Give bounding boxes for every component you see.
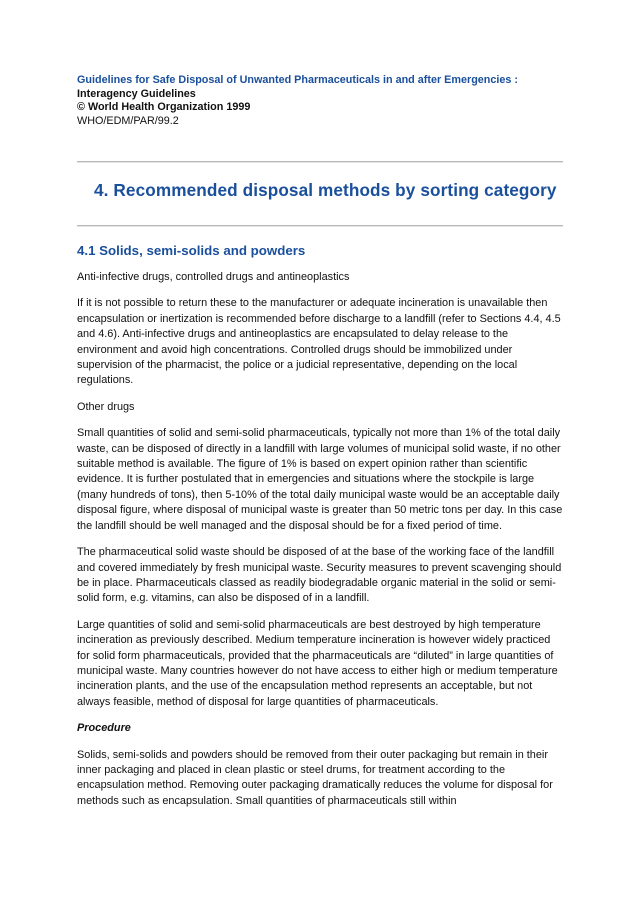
subheading-other-drugs: Other drugs	[77, 400, 135, 413]
document-code: WHO/EDM/PAR/99.2	[77, 114, 179, 127]
divider-bottom	[77, 225, 563, 227]
document-series-title: Guidelines for Safe Disposal of Unwanted Pharmaceuticals in and after Emergencies :	[77, 74, 518, 86]
paragraph: Small quantities of solid and semi-solid pharmaceuticals, typically not more than 1% of the total daily waste, can be disposed of directly in a landfill with large volumes of municipal solid waste, if no other suitable method is available. The figure of 1% is based on expert opinion rather than scientific evidence. It is further postulated that in emergencies and situations where the stockpile is large (many hundreds of tons), then 5-10% of the total daily municipal waste would be an acceptable daily disposal figure, where disposal of municipal waste is greater than 50 metric tons per day. In this case the landfill should be well managed and the disposal should be for a fixed period of time.	[77, 427, 563, 532]
paragraph: Large quantities of solid and semi-solid pharmaceuticals are best destroyed by high temperature incineration as previously described. Medium temperature incineration is however widely practiced for solid form pharmaceuticals, provided that the pharmaceuticals are “diluted” in large quantities of municipal waste. Many countries however do not have access to either high or medium temperature incineration plants, and the use of the encapsulation method represents an acceptable, but not always feasible, method of disposal for large quantities of pharmaceuticals.	[77, 618, 558, 708]
copyright-line: © World Health Organization 1999	[77, 101, 251, 113]
paragraph: The pharmaceutical solid waste should be disposed of at the base of the working face of the landfill and covered immediately by fresh municipal waste. Security measures to prevent scavenging should be in place. Pharmaceuticals classed as readily biodegradable organic material in the solid or semi-solid form, e.g. vitamins, can also be disposed of in a landfill.	[77, 546, 562, 605]
subheading-procedure: Procedure	[77, 722, 131, 735]
subheading-anti-infective: Anti-infective drugs, controlled drugs and antineoplastics	[77, 271, 350, 283]
paragraph: Solids, semi-solids and powders should be removed from their outer packaging but remain in their inner packaging and placed in clean plastic or steel drums, for treatment according to the encapsulation method. Removing outer packaging dramatically reduces the volume for disposal for methods such as encapsulation. Small quantities of pharmaceuticals still within	[77, 748, 553, 807]
chapter-title: 4. Recommended disposal methods by sorting category	[94, 180, 557, 200]
section-body	[77, 270, 565, 820]
divider-top	[77, 161, 563, 163]
document-subtitle: Interagency Guidelines	[77, 87, 196, 100]
paragraph: If it is not possible to return these to the manufacturer or adequate incineration is unavailable then encapsulation or inertization is recommended before discharge to a landfill (refer to Sections 4.4, 4.5 and 4.6). Anti-infective drugs and antineoplastics are encapsulated to delay release to the environment and avoid high concentrations. Controlled drugs should be immobilized under supervision of the pharmacist, the police or a judicial representative, depending on the local regulations.	[77, 297, 561, 387]
document-header	[77, 74, 518, 128]
section-title: 4.1 Solids, semi-solids and powders	[77, 243, 306, 258]
